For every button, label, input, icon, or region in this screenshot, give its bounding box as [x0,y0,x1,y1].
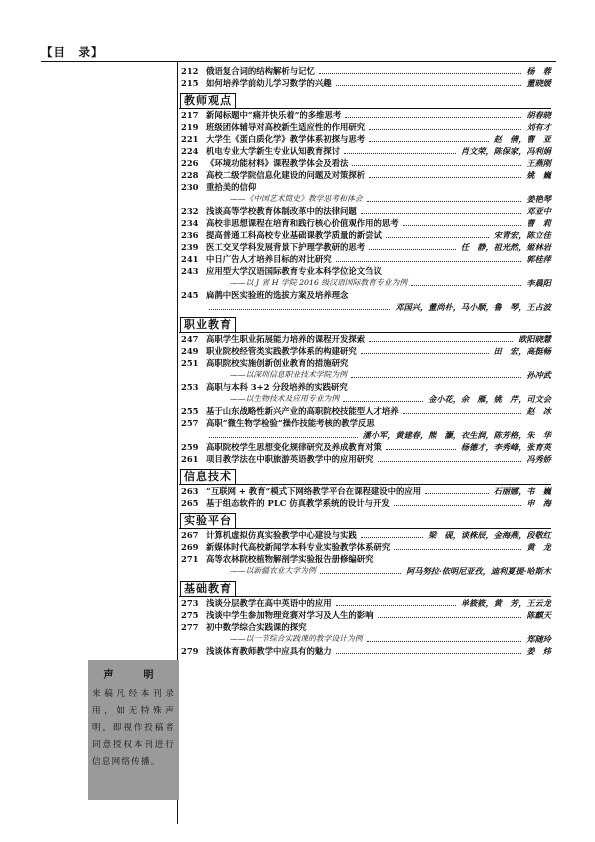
article-title: 新闻标题中“痛并快乐着”的多维思考 [206,110,342,120]
article-title: 重拾美的信仰 [206,182,257,192]
article-authors: 陈麒天 [523,609,551,621]
leader-dots [351,369,521,378]
leader-dots [403,405,522,414]
article-title: 应用型大学汉语国际教育专业本科学位论文刍议 [206,266,382,276]
leader-dots [369,169,521,178]
page-number: 221 [181,134,199,144]
article-authors: 姚 巍 [523,169,551,181]
toc-entry[interactable] [179,109,551,121]
article-authors: 欧阳晓慧 [515,333,551,345]
page-number: 217 [181,110,199,120]
page-number: 275 [181,610,199,620]
article-authors: 肖文荣，陈保家，冯利娟 [458,145,551,157]
page-number: 251 [181,358,199,368]
page-number: 277 [181,622,199,632]
leader-dots [336,253,522,262]
article-title: 高职院校实施创新创业教育的措施研究 [206,358,349,368]
article-title: 大学生《蛋白质化学》教学体系初探与思考 [206,134,366,144]
toc-entry[interactable] [179,417,551,429]
page-number: 234 [181,218,199,228]
leader-dots [209,301,390,310]
notice-body: 来稿凡经本刊录用，如无特殊声明，即视作投稿者同意授权本刊进行信息网络传播。 [92,689,175,767]
toc-entry[interactable] [179,441,551,453]
article-title: 班级团体辅导对高校新生适应性的作用研究 [206,122,366,132]
article-authors: 曹 莉 [523,217,551,229]
article-title: 高职与本科 3+2 分段培养的实践研究 [206,382,348,392]
article-authors: 孙冲武 [523,369,551,381]
page-number: 255 [181,406,199,416]
page-number: 257 [181,418,199,428]
article-authors: 杨德才，李秀峰，张育英 [458,441,551,453]
section-title: 职业教育 [180,317,236,333]
page-number: 212 [181,66,199,76]
toc-entry[interactable] [179,121,551,133]
toc-subtitle-row[interactable] [179,393,551,405]
toc-entry[interactable] [179,541,551,553]
article-authors: 赵 冰 [523,405,551,417]
toc-entry[interactable] [179,241,551,253]
article-title: 高职“微生物学检验”操作技能考核的教学反思 [206,418,375,428]
header-rule [41,61,556,62]
leader-dots [344,145,456,154]
toc-entry[interactable] [179,553,551,565]
toc-entry[interactable] [179,145,551,157]
article-title: 《环境功能材料》课程教学体会及看法 [206,158,349,168]
leader-dots [378,609,522,618]
page-number: 249 [181,346,199,356]
article-title: 医工交叉学科发展背景下护理学教研的思考 [206,242,366,252]
article-authors: 杨 蓉 [523,65,551,77]
toc-entry[interactable] [179,609,551,621]
leader-dots [369,121,521,130]
page-number: 215 [181,78,199,88]
article-title: 职业院校经管类实践教学体系的构建研究 [206,346,357,356]
article-authors: 姜艳琴 [523,193,551,205]
toc-entry[interactable] [179,497,551,509]
toc-entry[interactable] [179,77,551,89]
page-number: 243 [181,266,199,276]
section-heading [179,512,551,529]
article-title: 高等农林院校植物解剖学实验报告册修编研究 [206,554,374,564]
page-number: 247 [181,334,199,344]
article-authors: 石丽娜，韦 巍 [491,485,551,497]
section-heading [179,92,551,109]
toc-entry[interactable] [179,381,551,393]
page-number: 226 [181,158,199,168]
notice-title: 声 明 [103,670,164,681]
leader-dots [369,241,456,250]
toc-subtitle-row[interactable] [179,633,551,645]
article-authors: 王燕刚 [523,157,551,169]
leader-dots [369,133,489,142]
toc-subtitle-row[interactable] [179,565,551,577]
toc-entry[interactable] [179,289,551,301]
toc-entry[interactable] [179,597,551,609]
page-number: 253 [181,382,199,392]
leader-dots [386,441,456,450]
section-heading [179,580,551,597]
article-authors: 梁 砚，谈株辰，金海燕，段敬红 [425,529,551,541]
page-number: 271 [181,554,199,564]
article-title: 扁鹊中医实验班的选拔方案及培养理念 [206,290,349,300]
page-number: 259 [181,442,199,452]
leader-dots [411,277,521,286]
article-subtitle: ——以新疆农业大学为例 [230,566,316,575]
toc-entry[interactable] [179,229,551,241]
article-title: 高校非思想课程在培育和践行核心价值观作用的思考 [206,218,399,228]
article-title: 初中数学综合实践课的探究 [206,622,307,632]
leader-dots [336,77,522,86]
article-authors: 赵 倩，曹 亚 [491,133,551,145]
page-number: 241 [181,254,199,264]
article-authors: 申 海 [523,497,551,509]
article-authors: 黄 龙 [523,541,551,553]
section-heading [179,316,551,333]
leader-dots [403,217,522,226]
article-authors: 郑随玲 [523,633,551,645]
article-title: 俄语复合词的结构解析与记忆 [206,66,315,76]
article-subtitle: ——《中国艺术简史》教学思考和体会 [230,194,363,203]
toc-entry[interactable] [179,333,551,345]
leader-dots [336,597,456,606]
leader-dots [394,541,521,550]
toc-entry[interactable] [179,157,551,169]
article-authors: 邓国兴，董尚朴，马小顺，鲁 琴，王占波 [392,301,551,313]
page-header [41,42,556,62]
leader-dots [209,429,358,438]
article-title: 基于组态软件的 PLC 仿真教学系统的设计与开发 [206,498,390,508]
page-number: 267 [181,530,199,540]
article-authors: 胡春晓 [523,109,551,121]
article-authors: 任 静，祖光然，姬林岩 [458,241,551,253]
toc-authors-row[interactable] [179,429,551,441]
article-authors: 冯秀娇 [523,453,551,465]
table-of-contents [179,65,551,657]
leader-dots [425,485,489,494]
page-number: 263 [181,486,199,496]
article-title: 提高普通工科高校专业基础课教学质量的新尝试 [206,230,382,240]
article-title: “互联网 + 教育”模式下网络教学平台在课程建设中的应用 [206,486,422,496]
article-subtitle: ——以一节综合实践课的教学设计为例 [230,634,363,643]
toc-entry[interactable] [179,405,551,417]
leader-dots [319,65,522,74]
article-title: 浅谈分层教学在高中英语中的应用 [206,598,332,608]
toc-entry[interactable] [179,621,551,633]
article-title: 计算机虚拟仿真实验教学中心建设与实践 [206,530,357,540]
article-title: 浅谈体育教师教学中应具有的魅力 [206,646,332,656]
leader-dots [361,345,489,354]
article-subtitle: ——以 J 省 H 学院 2016 级汉语国际教育专业为例 [230,278,408,287]
article-authors: 刘有才 [523,121,551,133]
article-authors: 郭桂萍 [523,253,551,265]
page-number: 224 [181,146,199,156]
toc-authors-row[interactable] [179,301,551,313]
leader-dots [352,157,521,166]
toc-entry[interactable] [179,345,551,357]
article-authors: 阿马努拉·依明尼亚孜，迪利夏提·哈斯木 [403,565,551,577]
page-number: 261 [181,454,199,464]
article-subtitle: ——以生物技术及应用专业为例 [230,394,340,403]
article-title: 机电专业大学新生专业认知教育探讨 [206,146,340,156]
page-number: 265 [181,498,199,508]
section-title: 信息技术 [180,469,236,485]
leader-dots [367,193,522,202]
leader-dots [369,333,513,342]
copyright-notice [88,660,179,800]
toc-entry[interactable] [179,265,551,277]
section-heading [179,468,551,485]
article-title: 新媒体时代高校新闻学本科专业实验教学体系研究 [206,542,391,552]
article-title: 中日广告人才培养目标的对比研究 [206,254,332,264]
toc-entry[interactable] [179,169,551,181]
article-authors: 宋青宏，陈立佳 [491,229,551,241]
article-authors: 姜 炜 [523,645,551,657]
toc-subtitle-row[interactable] [179,193,551,205]
page-number: 219 [181,122,199,132]
article-title: 浅谈高等学校教育体制改革中的法律问题 [206,206,357,216]
leader-dots [367,633,522,642]
section-title: 基础教育 [180,581,236,597]
leader-dots [336,645,522,654]
toc-entry[interactable] [179,453,551,465]
page-number: 236 [181,230,199,240]
page-number: 232 [181,206,199,216]
leader-dots [320,565,401,574]
leader-dots [394,497,522,506]
page-number: 228 [181,170,199,180]
page-number: 269 [181,542,199,552]
toc-subtitle-row[interactable] [179,369,551,381]
article-title: 高职学生职业拓展能力培养的课程开发探索 [206,334,366,344]
page-number: 279 [181,646,199,656]
leader-dots [378,453,522,462]
page-number: 273 [181,598,199,608]
article-title: 高职院校学生思想变化规律研究及养成教育对策 [206,442,382,452]
article-authors: 李晨阳 [523,277,551,289]
leader-dots [361,529,423,538]
toc-entry[interactable] [179,217,551,229]
article-title: 如何培养学前幼儿学习数学的兴趣 [206,78,332,88]
article-authors: 董晓媛 [523,77,551,89]
section-label: 【目 录】 [41,45,104,59]
section-title: 教师观点 [180,93,236,109]
article-authors: 单筱筱，黄 芳，王云龙 [458,597,551,609]
toc-entry[interactable] [179,133,551,145]
leader-dots [386,229,489,238]
toc-entry[interactable] [179,65,551,77]
toc-entry[interactable] [179,205,551,217]
leader-dots [345,109,521,118]
page-number: 245 [181,290,199,300]
toc-entry[interactable] [179,529,551,541]
toc-entry[interactable] [179,253,551,265]
page-number: 230 [181,182,199,192]
leader-dots [361,205,522,214]
leader-dots [343,393,423,402]
article-authors: 田 宏，高挺畅 [491,345,551,357]
article-authors: 潘小军，黄建春，熊 灏，衣生润，陈芳格，朱 华 [360,429,551,441]
article-subtitle: ——以深圳信息职业技术学院为例 [230,370,347,379]
toc-entry[interactable] [179,645,551,657]
article-title: 基于山东战略性新兴产业的高职院校技能型人才培养 [206,406,399,416]
toc-entry[interactable] [179,181,551,193]
section-title: 实验平台 [180,513,236,529]
toc-entry[interactable] [179,485,551,497]
article-authors: 邓亚中 [523,205,551,217]
article-title: 项目教学法在中职旅游英语教学中的应用研究 [206,454,374,464]
article-authors: 金小花，余 雁，姚 芹，司文会 [425,393,551,405]
article-title: 高校二级学院信息化建设的问题及对策探析 [206,170,366,180]
toc-entry[interactable] [179,357,551,369]
article-title: 浅谈中学生参加物理竞赛对学习及人生的影响 [206,610,374,620]
toc-subtitle-row[interactable] [179,277,551,289]
page-number: 239 [181,242,199,252]
